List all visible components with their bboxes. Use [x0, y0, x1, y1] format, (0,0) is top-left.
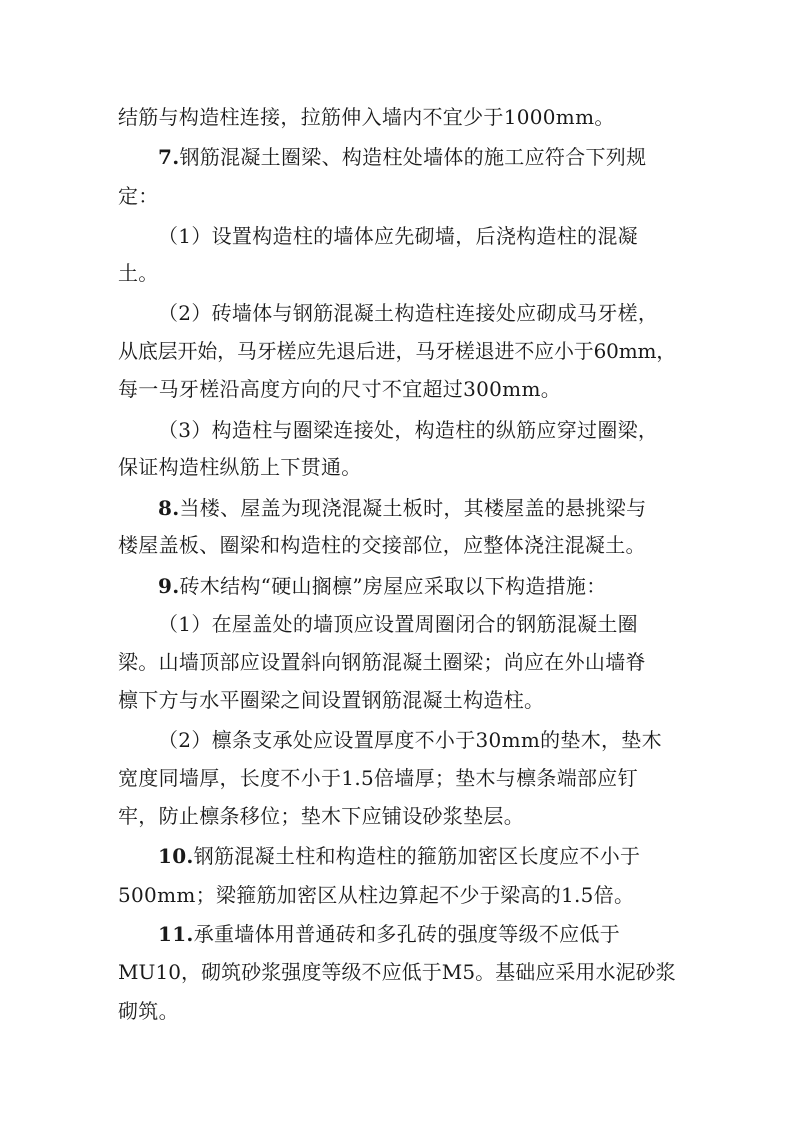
text-line: （1）设置构造柱的墙体应先砌墙，后浇构造柱的混凝 — [158, 224, 638, 248]
item-number: 9. — [158, 574, 180, 598]
text-line: 500mm；梁箍筋加密区从柱边算起不少于梁高的1.5倍。 — [118, 883, 635, 907]
text-line: （2）檩条支承处应设置厚度不小于30mm的垫木，垫木 — [158, 728, 662, 752]
text-line: 每一马牙槎沿高度方向的尺寸不宜超过300mm。 — [118, 377, 562, 401]
text-span: 承重墙体用普通砖和多孔砖的强度等级不应低于 — [193, 922, 621, 946]
text-span: 钢筋混凝土柱和构造柱的箍筋加密区长度应不小于 — [193, 844, 641, 868]
text-line: 保证构造柱纵筋上下贯通。 — [118, 455, 362, 479]
text-line — [158, 142, 646, 172]
text-line — [158, 493, 646, 523]
item-number: 10. — [158, 844, 194, 868]
item-number: 8. — [158, 496, 180, 520]
text-line — [158, 919, 620, 949]
text-line: 楼屋盖板、圈梁和构造柱的交接部位，应整体浇注混凝土。 — [118, 533, 646, 557]
text-line: （2）砖墙体与钢筋混凝土构造柱连接处应砌成马牙槎， — [158, 301, 659, 325]
text-line — [158, 571, 607, 601]
text-line: 檩下方与水平圈梁之间设置钢筋混凝土构造柱。 — [118, 688, 545, 712]
text-line: 梁。山墙顶部应设置斜向钢筋混凝土圈梁；尚应在外山墙脊 — [118, 650, 646, 674]
text-line: 砌筑。 — [118, 999, 179, 1023]
text-line: 从底层开始，马牙槎应先退后进，马牙槎退进不应小于60mm， — [118, 339, 677, 363]
text-line — [158, 841, 640, 871]
text-span: 钢筋混凝土圈梁、构造柱处墙体的施工应符合下列规 — [179, 145, 647, 169]
text-line: 宽度同墙厚，长度不小于1.5倍墙厚；垫木与檩条端部应钉 — [118, 766, 638, 790]
text-line: 牢，防止檩条移位；垫木下应铺设砂浆垫层。 — [118, 804, 524, 828]
text-span: 当楼、屋盖为现浇混凝土板时，其楼屋盖的悬挑梁与 — [179, 496, 647, 520]
text-line: 结筋与构造柱连接，拉筋伸入墙内不宜少于1000mm。 — [118, 105, 615, 129]
item-number: 11. — [158, 922, 194, 946]
text-line: （3）构造柱与圈梁连接处，构造柱的纵筋应穿过圈梁， — [158, 418, 659, 442]
text-line: MU10，砌筑砂浆强度等级不应低于M5。基础应采用水泥砂浆 — [118, 960, 676, 984]
item-number: 7. — [158, 145, 180, 169]
text-line: （1）在屋盖处的墙顶应设置周圈闭合的钢筋混凝土圈 — [158, 612, 638, 636]
text-span: 砖木结构“硬山搁檩”房屋应采取以下构造措施： — [179, 574, 607, 598]
text-line: 定： — [118, 184, 159, 208]
text-line: 土。 — [118, 261, 159, 285]
